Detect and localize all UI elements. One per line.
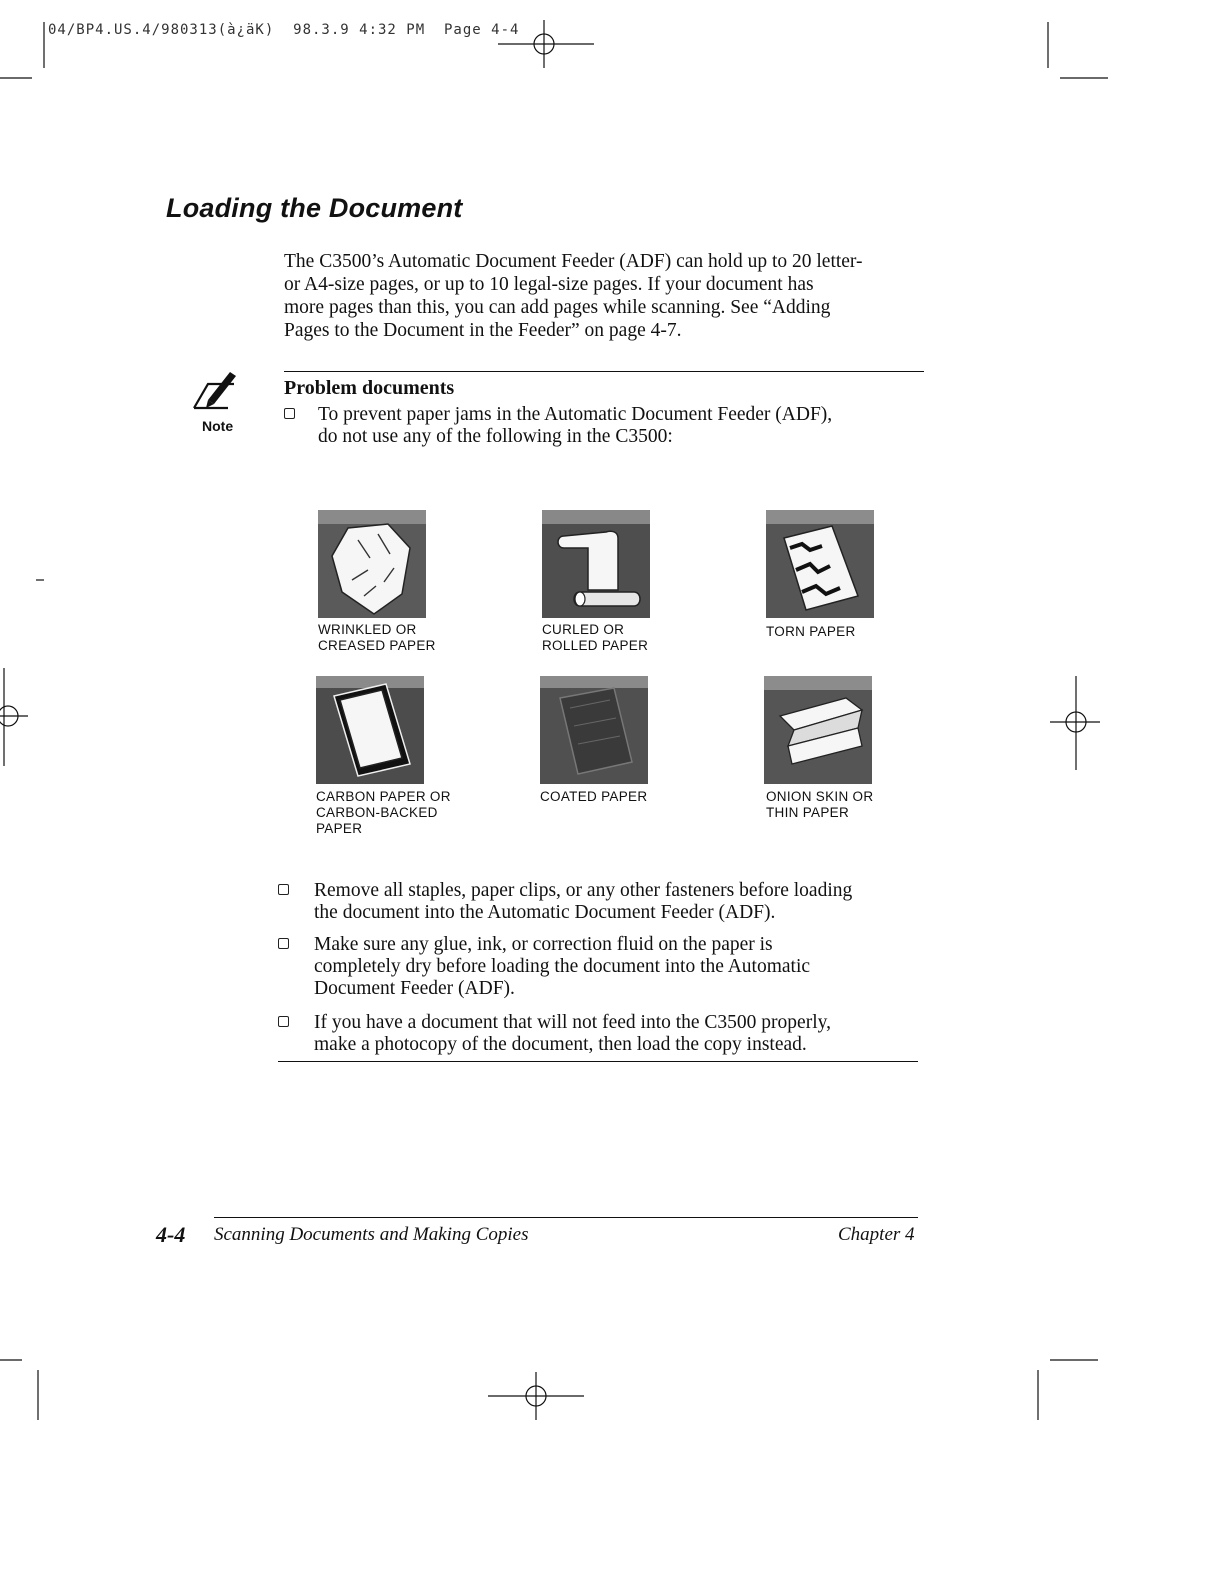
bullet-line: Document Feeder (ADF). — [314, 978, 515, 999]
checkbox-icon — [278, 938, 289, 949]
note-bottom-rule — [278, 1061, 918, 1062]
footer-page-number: 4-4 — [156, 1222, 186, 1247]
coated-paper-icon — [540, 676, 648, 784]
bullet-item — [278, 880, 938, 928]
print-slug: 04/BP4.US.4/980313(à¿äK) 98.3.9 4:32 PM Page 4-4 — [48, 22, 520, 38]
bullet-text — [314, 934, 810, 1000]
footer-section-title: Scanning Documents and Making Copies — [214, 1224, 529, 1245]
bullet-item — [284, 404, 924, 452]
paper-caption: WRINKLED OR CREASED PAPER — [318, 622, 436, 653]
note-top-rule — [284, 371, 924, 372]
bullet-line: make a photocopy of the document, then load the copy instead. — [314, 1034, 807, 1055]
torn-paper-icon — [766, 510, 874, 618]
intro-line: more pages than this, you can add pages while scanning. See “Adding — [284, 297, 831, 318]
intro-line: or A4-size pages, or up to 10 legal-size pages. If your document has — [284, 274, 814, 295]
curled-paper-icon — [542, 510, 650, 618]
paper-caption: COATED PAPER — [540, 789, 648, 804]
bullet-text — [314, 1012, 831, 1056]
note-label: Note — [202, 418, 234, 434]
paper-caption: TORN PAPER — [766, 624, 856, 639]
paper-caption: ONION SKIN OR THIN PAPER — [766, 789, 874, 820]
page-title: Loading the Document — [166, 193, 463, 223]
bullet-line: Remove all staples, paper clips, or any other fasteners before loading — [314, 880, 853, 901]
intro-line: The C3500’s Automatic Document Feeder (ADF) can hold up to 20 letter- — [284, 251, 863, 272]
carbon-paper-icon — [316, 676, 424, 784]
checkbox-icon — [278, 1016, 289, 1027]
bullet-line: Make sure any glue, ink, or correction fluid on the paper is — [314, 934, 773, 955]
checkbox-icon — [284, 408, 295, 419]
paper-caption: CARBON PAPER OR CARBON-BACKED PAPER — [316, 789, 451, 836]
bullet-line: completely dry before loading the document into the Automatic — [314, 956, 811, 977]
bullet-text — [314, 880, 852, 924]
bullet-text — [318, 404, 832, 448]
onion-skin-paper-icon — [764, 676, 872, 784]
bullet-item — [278, 1012, 938, 1060]
note-icon — [188, 370, 240, 436]
bullet-line: To prevent paper jams in the Automatic Document Feeder (ADF), — [318, 404, 833, 425]
pencil-icon — [188, 370, 240, 418]
bullet-line: the document into the Automatic Document Feeder (ADF). — [314, 902, 776, 923]
checkbox-icon — [278, 884, 289, 895]
intro-line: Pages to the Document in the Feeder” on page 4-7. — [284, 320, 682, 341]
problem-documents-heading: Problem documents — [284, 377, 455, 399]
footer-chapter: Chapter 4 — [838, 1224, 915, 1245]
intro-paragraph — [284, 250, 934, 342]
wrinkled-paper-icon — [318, 510, 426, 618]
bullet-line: If you have a document that will not feed into the C3500 properly, — [314, 1012, 831, 1033]
footer-rule — [214, 1217, 918, 1218]
bullet-item — [278, 934, 938, 1004]
bullet-line: do not use any of the following in the C3500: — [318, 426, 673, 447]
paper-caption: CURLED OR ROLLED PAPER — [542, 622, 649, 653]
